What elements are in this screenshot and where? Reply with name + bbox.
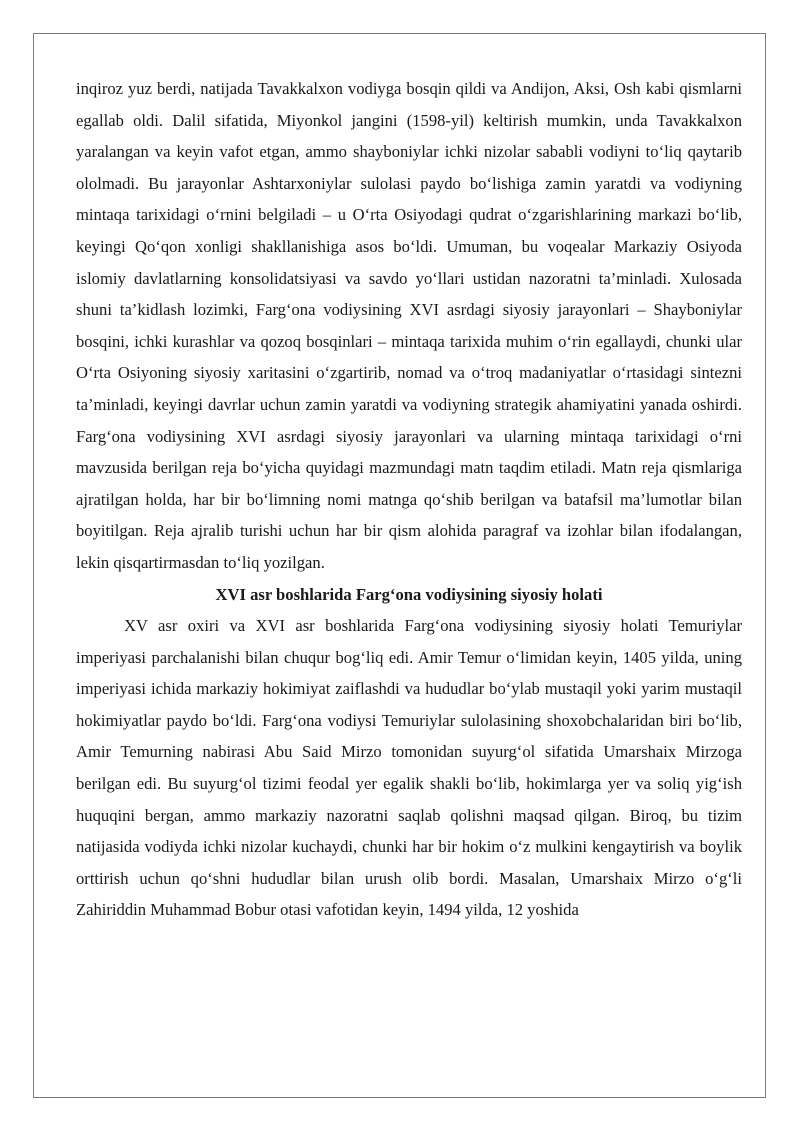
body-paragraph: XV asr oxiri va XVI asr boshlarida Farg‘ona vodiysining siyosiy holati Temuriylar imperiyasi parchalanishi bilan chuqur bog‘liq edi. Amir Temur o‘limidan keyin, 1405 yilda, uning imperiyasi ichida markaziy hokimiyat zaiflashdi va hududlar bo‘ylab mustaqil yoki yarim mustaqil hokimiyatlar paydo bo‘ldi. Farg‘ona vodiysi Temuriylar sulolasining shoxobchalaridan biri bo‘lib, Amir Temurning nabirasi Abu Said Mirzo tomonidan suyurg‘ol sifatida Umarshaix Mirzoga berilgan edi. Bu suyurg‘ol tizimi feodal yer egalik shakli bo‘lib, hokimlarga yer va soliq yig‘ish huquqini bergan, ammo markaziy nazoratni saqlab qolishni maqsad qilgan. Biroq, bu tizim natijasida vodiyda ichki nizolar kuchaydi, chunki har bir hokim o‘z mulkini kengaytirish va boylik orttirish uchun qo‘shni hududlar bilan urush olib bordi. Masalan, Umarshaix Mirzo o‘g‘li Zahiriddin Muhammad Bobur otasi vafotidan keyin, 1494 yilda, 12 yoshida bbox=[76, 616, 742, 920]
document-body bbox=[76, 73, 742, 926]
body-paragraph: inqiroz yuz berdi, natijada Tavakkalxon vodiyga bosqin qildi va Andijon, Aksi, Osh kabi qismlarni egallab oldi. Dalil sifatida, Miyonkol jangini (1598-yil) keltirish mumkin, unda Tavakkalxon yaralangan va keyin vafot etgan, ammo shayboniylar ichki nizolar sababli vodiyni to‘liq qaytarib ololmadi. Bu jarayonlar Ashtarxoniylar sulolasi paydo bo‘lishiga zamin yaratdi va vodiyning mintaqa tarixidagi o‘rnini belgiladi – u O‘rta Osiyodagi qudrat o‘zgarishlarining markazi bo‘lib, keyingi Qo‘qon xonligi shakllanishiga asos bo‘ldi. Umuman, bu voqealar Markaziy Osiyoda islomiy davlatlarning konsolidatsiyasi va savdo yo‘llari ustidan nazoratni ta’minladi. Xulosada shuni ta’kidlash lozimki, Farg‘ona vodiysining XVI asrdagi siyosiy jarayonlari – Shayboniylar bosqini, ichki kurashlar va qozoq bosqinlari – mintaqa tarixida muhim o‘rin egallaydi, chunki ular O‘rta Osiyoning siyosiy xaritasini o‘zgartirib, nomad va o‘troq madaniyatlar o‘rtasidagi sintezni ta’minladi, keyingi davrlar uchun zamin yaratdi va vodiyning strategik ahamiyatini yanada oshirdi. Farg‘ona vodiysining XVI asrdagi siyosiy jarayonlari va ularning mintaqa tarixidagi o‘rni mavzusida berilgan reja bo‘yicha quyidagi mazmundagi matn taqdim etiladi. Matn reja qismlariga ajratilgan holda, har bir bo‘limning nomi matnga qo‘shib berilgan va batafsil ma’lumotlar bilan boyitilgan. Reja ajralib turishi uchun har bir qism alohida paragraf va izohlar bilan ifodalangan, lekin qisqartirmasdan to‘liq yozilgan. bbox=[76, 79, 742, 572]
section-heading: XVI asr boshlarida Farg‘ona vodiysining siyosiy holati bbox=[215, 584, 603, 604]
